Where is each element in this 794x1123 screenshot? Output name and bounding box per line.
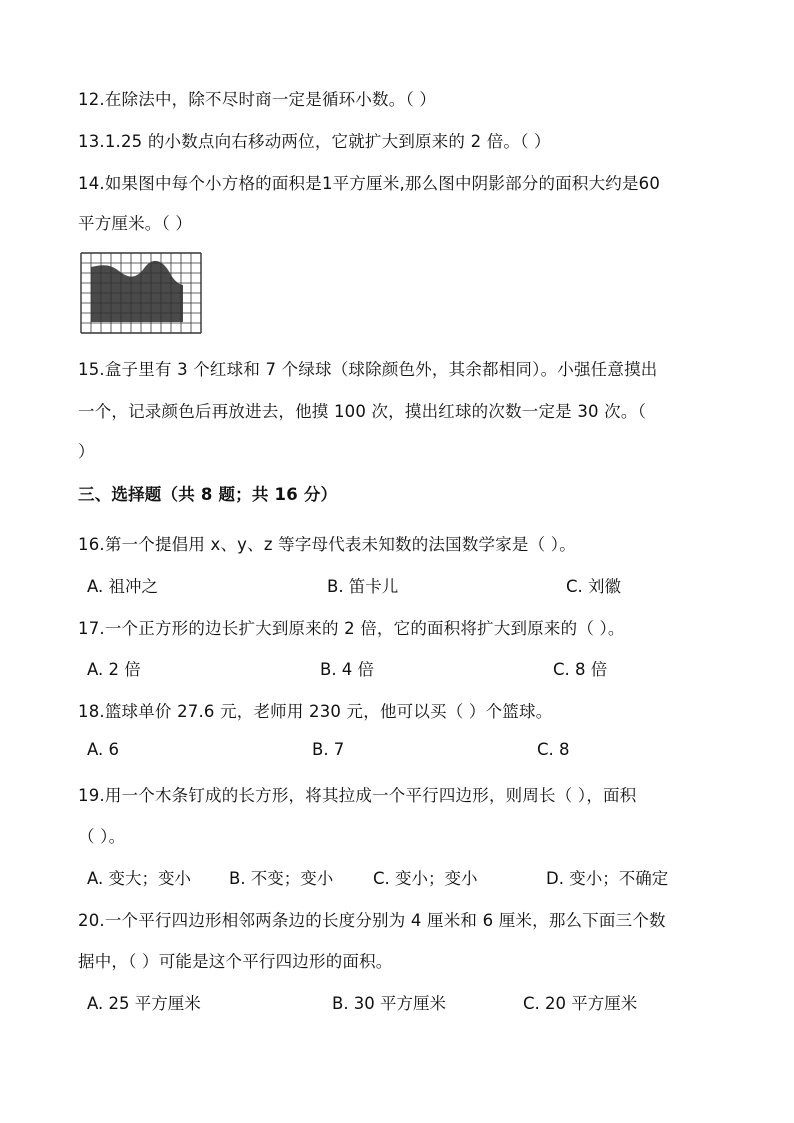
q19-option-c[interactable]: C. 变小；变小 <box>373 869 478 888</box>
question-15-line1: 15.盒子里有 3 个红球和 7 个绿球（球除颜色外，其余都相同）。小强任意摸出 <box>78 360 658 379</box>
question-15-line3: ） <box>78 442 95 461</box>
section-3-heading: 三、选择题（共 8 题；共 16 分） <box>78 485 338 504</box>
q20-option-c[interactable]: C. 20 平方厘米 <box>523 994 638 1013</box>
question-13: 13.1.25 的小数点向右移动两位，它就扩大到原来的 2 倍。（ ） <box>78 132 551 151</box>
question-12: 12.在除法中，除不尽时商一定是循环小数。（ ） <box>78 90 437 109</box>
q18-option-a[interactable]: A. 6 <box>87 740 119 759</box>
q19-option-b[interactable]: B. 不变；变小 <box>229 869 334 888</box>
q16-option-c[interactable]: C. 刘徽 <box>566 577 622 596</box>
shaded-area-grid-figure <box>80 252 202 336</box>
question-14-line2: 平方厘米。（ ） <box>78 214 193 233</box>
q18-option-b[interactable]: B. 7 <box>312 740 345 759</box>
q20-option-a[interactable]: A. 25 平方厘米 <box>87 994 201 1013</box>
question-20-line1: 20.一个平行四边形相邻两条边的长度分别为 4 厘米和 6 厘米，那么下面三个数 <box>78 911 666 930</box>
q19-option-a[interactable]: A. 变大；变小 <box>87 869 191 888</box>
q17-option-b[interactable]: B. 4 倍 <box>320 660 375 679</box>
question-18: 18.篮球单价 27.6 元，老师用 230 元，他可以买（ ）个篮球。 <box>78 702 553 721</box>
question-17: 17.一个正方形的边长扩大到原来的 2 倍，它的面积将扩大到原来的（ ）。 <box>78 619 625 638</box>
q18-option-c[interactable]: C. 8 <box>537 740 570 759</box>
q16-option-a[interactable]: A. 祖冲之 <box>87 577 158 596</box>
question-20-line2: 据中，（ ）可能是这个平行四边形的面积。 <box>78 952 393 971</box>
question-15-line2: 一个，记录颜色后再放进去，他摸 100 次，摸出红球的次数一定是 30 次。（ <box>78 402 647 421</box>
question-14-line1: 14.如果图中每个小方格的面积是1平方厘米,那么图中阴影部分的面积大约是60 <box>78 174 661 193</box>
question-19-line1: 19.用一个木条钉成的长方形，将其拉成一个平行四边形，则周长（ ），面积 <box>78 786 637 805</box>
q20-option-b[interactable]: B. 30 平方厘米 <box>332 994 447 1013</box>
question-19-line2: （ ）。 <box>78 827 126 846</box>
q17-option-a[interactable]: A. 2 倍 <box>87 660 141 679</box>
q19-option-d[interactable]: D. 变小；不确定 <box>546 869 669 888</box>
question-16: 16.第一个提倡用 x、y、z 等字母代表未知数的法国数学家是（ ）。 <box>78 535 576 554</box>
q17-option-c[interactable]: C. 8 倍 <box>553 660 608 679</box>
q16-option-b[interactable]: B. 笛卡儿 <box>327 577 399 596</box>
